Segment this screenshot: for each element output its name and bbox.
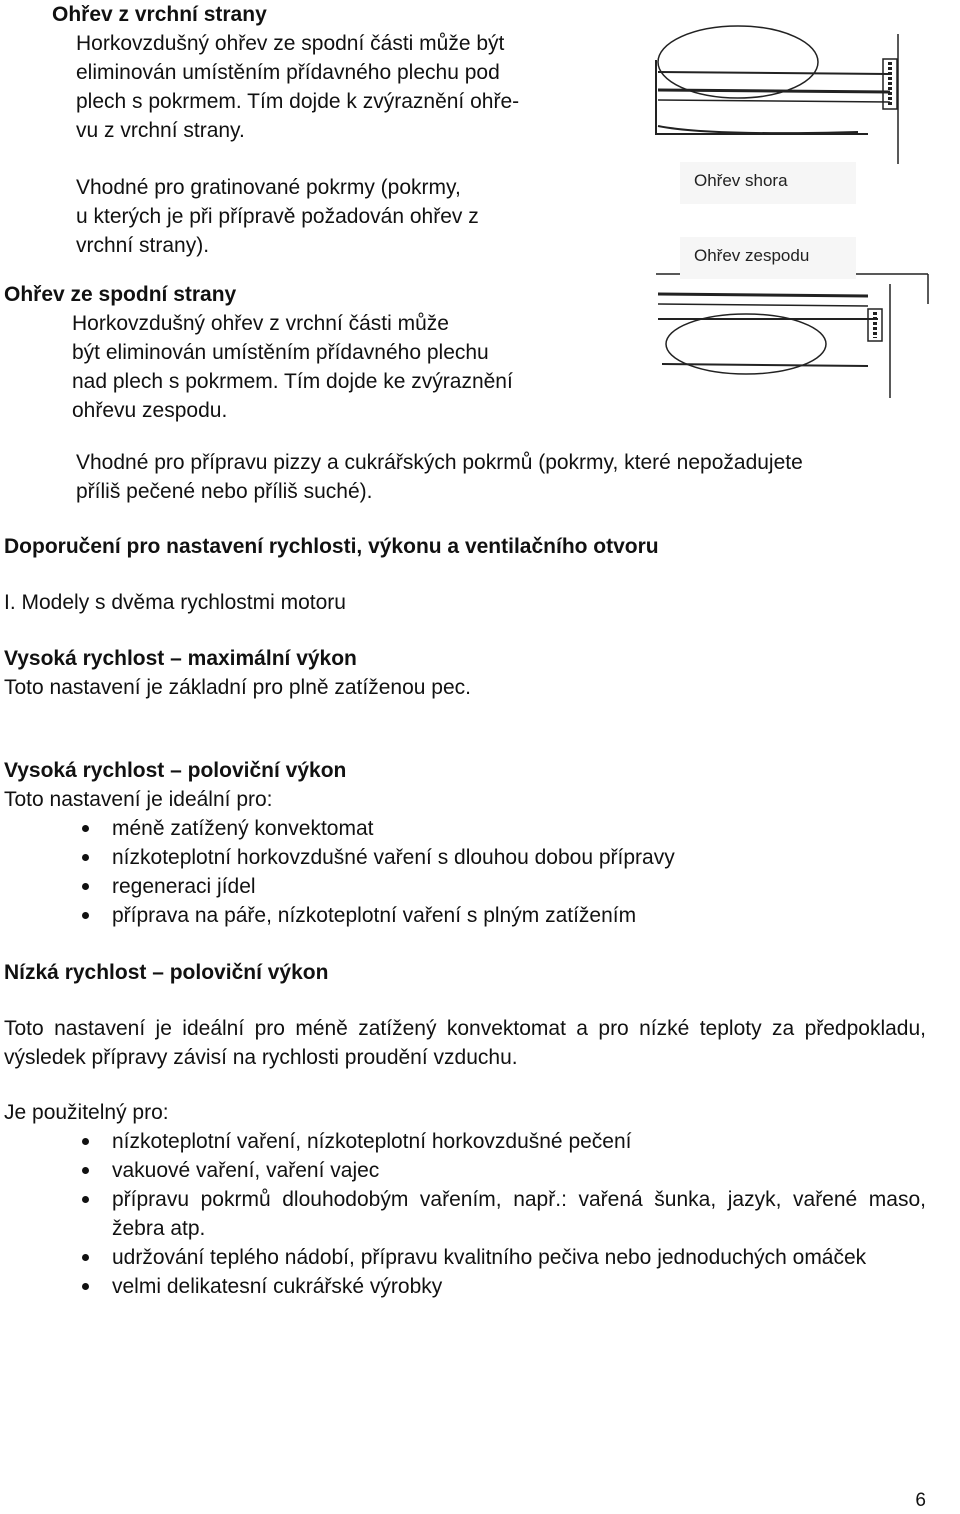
- page-number: 6: [915, 1490, 926, 1511]
- intro-low-half: Je použitelný pro:: [4, 1101, 169, 1124]
- heading-recommendations: Doporučení pro nastavení rychlosti, výkonu a ventilačního otvoru: [4, 535, 659, 558]
- tray-illustration: [628, 4, 956, 408]
- subheading-two-speed-models: I. Modely s dvěma rychlostmi motoru: [4, 591, 346, 614]
- list-low-half: [4, 1127, 926, 1301]
- heading-high-half: Vysoká rychlost – poloviční výkon: [4, 759, 347, 782]
- list-item: nízkoteplotní horkovzdušné vaření s dlouhou dobou přípravy: [4, 843, 944, 872]
- list-high-half: [4, 814, 944, 930]
- section-recommendations: [4, 532, 944, 617]
- list-item: přípravu pokrmů dlouhodobým vařením, např.: vařená šunka, jazyk, vařené maso, žebra atp.: [4, 1185, 926, 1243]
- text-top-heating-2: eliminován umístěním přídavného plechu pod: [76, 61, 500, 84]
- list-item: udržování teplého nádobí, přípravu kvalitního pečiva nebo jednoduchých omáček: [4, 1243, 926, 1272]
- heading-bottom-heating: Ohřev ze spodní strany: [4, 283, 237, 306]
- text-top-heating-3: plech s pokrmem. Tím dojde k zvýraznění ohře-: [76, 90, 520, 113]
- text-bottom-heating-4: ohřevu zespodu.: [72, 399, 228, 422]
- section-high-max: [4, 644, 944, 702]
- top-tray-drawing: [656, 26, 898, 164]
- section-top-heating: [52, 0, 632, 260]
- usage-top-heating-1: Vhodné pro gratinované pokrmy (pokrmy,: [76, 176, 461, 199]
- text-bottom-heating-1: Horkovzdušný ohřev z vrchní části může: [72, 312, 449, 335]
- list-item: vakuové vaření, vaření vajec: [4, 1156, 926, 1185]
- list-item: méně zatížený konvektomat: [4, 814, 944, 843]
- text-low-half: Toto nastavení je ideální pro méně zatížený konvektomat a pro nízké teploty za předpokladu, výsledek přípravy závisí na rychlosti proudění vzduchu.: [4, 1017, 926, 1069]
- usage-top-heating-2: u kterých je při přípravě požadován ohřev z: [76, 205, 479, 228]
- usage-bottom-heating-1: Vhodné pro přípravu pizzy a cukrářských pokrmů (pokrmy, které nepožadujete: [76, 451, 803, 474]
- heating-figure: [628, 4, 956, 408]
- heading-high-max: Vysoká rychlost – maximální výkon: [4, 647, 357, 670]
- bottom-tray-drawing: [656, 274, 928, 398]
- section-bottom-heating: [4, 280, 624, 425]
- usage-bottom-heating: [76, 448, 936, 506]
- label-bottom-heating: Ohřev zespodu: [680, 237, 856, 279]
- section-low-half: [4, 958, 926, 1301]
- usage-top-heating-3: vrchní strany).: [76, 234, 210, 257]
- text-high-max: Toto nastavení je základní pro plně zatíženou pec.: [4, 676, 471, 699]
- text-bottom-heating-2: být eliminován umístěním přídavného plechu: [72, 341, 489, 364]
- usage-bottom-heating-2: příliš pečené nebo příliš suché).: [76, 480, 373, 503]
- text-bottom-heating-3: nad plech s pokrmem. Tím dojde ke zvýraznění: [72, 370, 513, 393]
- intro-high-half: Toto nastavení je ideální pro:: [4, 788, 273, 811]
- list-item: regeneraci jídel: [4, 872, 944, 901]
- text-top-heating-4: vu z vrchní strany.: [76, 119, 245, 142]
- list-item: nízkoteplotní vaření, nízkoteplotní horkovzdušné pečení: [4, 1127, 926, 1156]
- list-item: příprava na páře, nízkoteplotní vaření s plným zatížením: [4, 901, 944, 930]
- text-top-heating-1: Horkovzdušný ohřev ze spodní části může být: [76, 32, 505, 55]
- label-top-heating: Ohřev shora: [680, 162, 856, 204]
- heading-top-heating: Ohřev z vrchní strany: [52, 3, 267, 26]
- heading-low-half: Nízká rychlost – poloviční výkon: [4, 961, 329, 984]
- list-item: velmi delikatesní cukrářské výrobky: [4, 1272, 926, 1301]
- section-high-half: [4, 756, 944, 930]
